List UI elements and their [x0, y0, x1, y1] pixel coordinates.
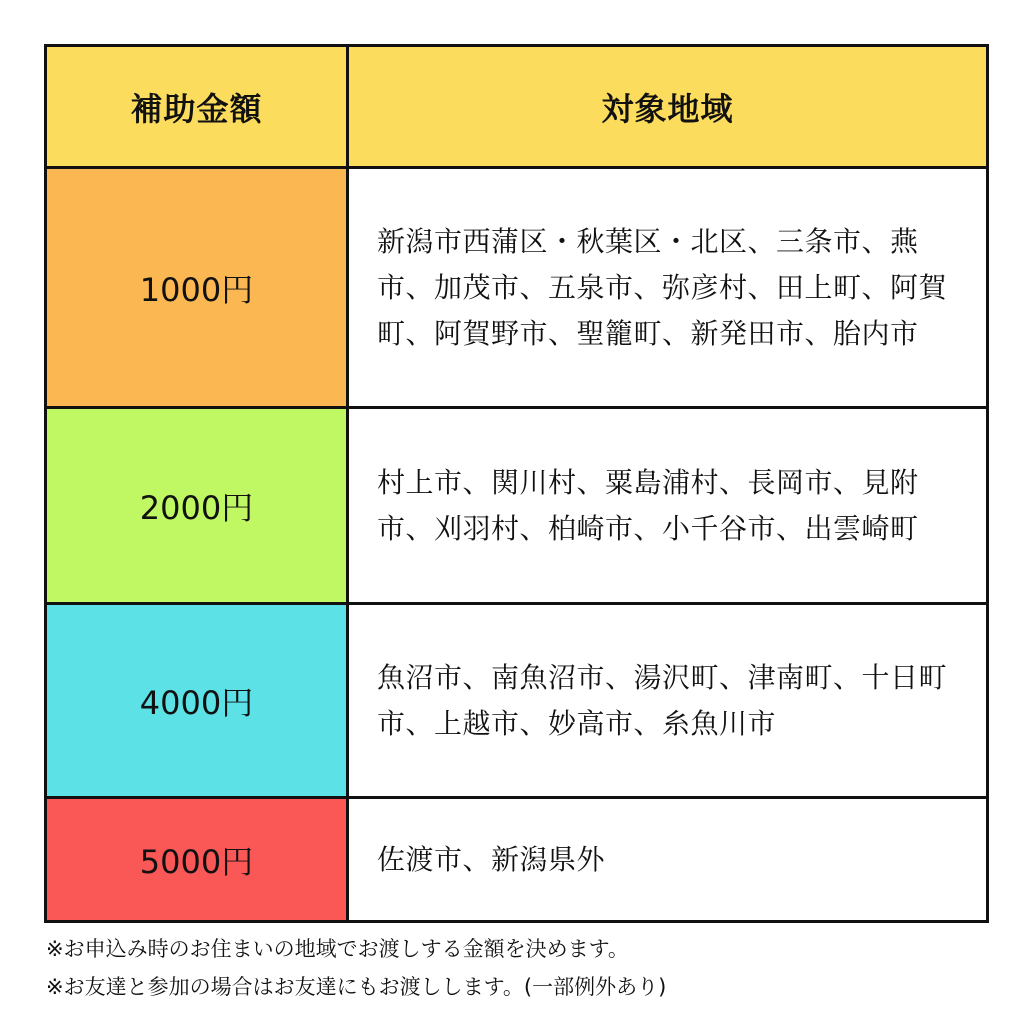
amount-cell: 2000円	[46, 408, 348, 604]
table-row	[46, 604, 988, 798]
header-area: 対象地域	[348, 46, 988, 168]
table-row	[46, 168, 988, 408]
table-header-row	[46, 46, 988, 168]
footnote-line: ※お申込み時のお住まいの地域でお渡しする金額を決めます。	[46, 937, 629, 961]
subsidy-table	[44, 44, 989, 923]
area-cell: 新潟市西蒲区・秋葉区・北区、三条市、燕市、加茂市、五泉市、弥彦村、田上町、阿賀町、阿賀野市、聖籠町、新発田市、胎内市	[348, 168, 988, 408]
area-cell: 魚沼市、南魚沼市、湯沢町、津南町、十日町市、上越市、妙高市、糸魚川市	[348, 604, 988, 798]
area-cell: 村上市、関川村、粟島浦村、長岡市、見附市、刈羽村、柏崎市、小千谷市、出雲崎町	[348, 408, 988, 604]
table-row	[46, 798, 988, 922]
footnotes	[46, 930, 1006, 1006]
table-row	[46, 408, 988, 604]
amount-cell: 4000円	[46, 604, 348, 798]
header-amount: 補助金額	[46, 46, 348, 168]
area-cell: 佐渡市、新潟県外	[348, 798, 988, 922]
amount-cell: 5000円	[46, 798, 348, 922]
amount-cell: 1000円	[46, 168, 348, 408]
footnote-line: ※お友達と参加の場合はお友達にもお渡しします。(一部例外あり)	[46, 975, 667, 999]
